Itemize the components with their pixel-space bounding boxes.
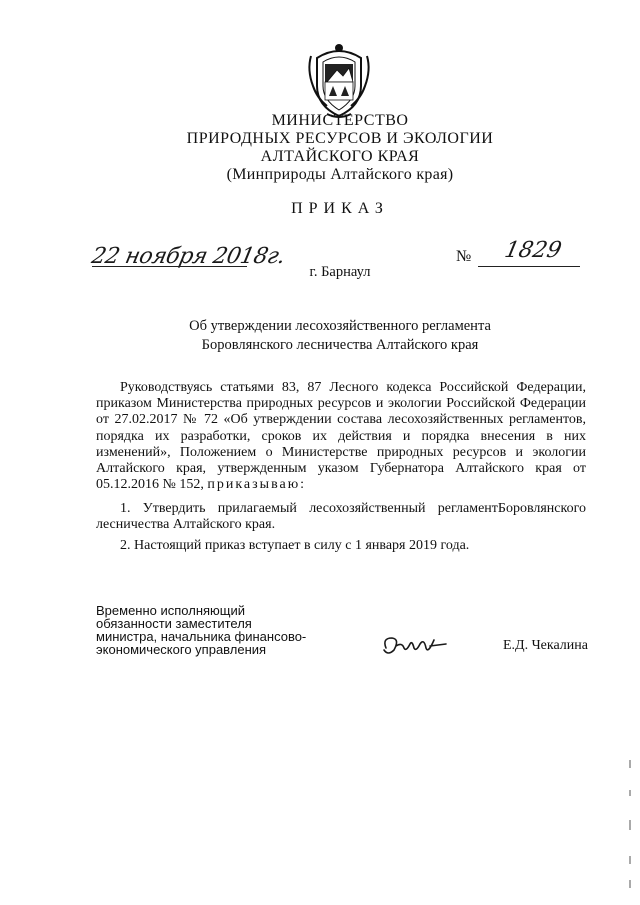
margin-scan-marks	[626, 760, 634, 890]
number-underline	[478, 266, 580, 267]
number-sign: №	[456, 248, 472, 265]
signer-position-line-3: министра, начальника финансово-	[96, 629, 307, 644]
preamble-text: Руководствуясь статьями 83, 87 Лесного кодекса Российской Федерации, приказом Министерства природных ресурсов и экологии Российской Федерации от 27.02.2017 № 72 «Об утверждении состава лесохозяйственных регламентов, порядка их разработки, сроков их действия и порядка внесения в них изменений», Положением о Министерстве природных ресурсов и экологии Алтайского края, утвержденным указом Губернатора Алтайского края от 05.12.2016 № 152,	[96, 380, 586, 493]
order-item-2: 2. Настоящий приказ вступает в силу с 1 января 2019 года.	[120, 538, 470, 553]
order-keyword: приказываю:	[207, 477, 307, 493]
ministry-short-name: (Минприроды Алтайского края)	[226, 166, 454, 183]
ministry-name-line-1: МИНИСТЕРСТВО	[271, 112, 409, 129]
signer-position-line-4: экономического управления	[96, 642, 267, 657]
order-item-1: 1. Утвердить прилагаемый лесохозяйственный регламентБоровлянского лесничества Алтайского края.	[96, 501, 586, 533]
coat-of-arms-emblem	[303, 40, 375, 120]
city-name: г. Барнаул	[309, 264, 371, 280]
handwritten-signature	[380, 630, 450, 660]
signer-position-line-2: обязанности заместителя	[96, 616, 252, 631]
order-number-handwritten: 1829	[502, 238, 564, 263]
signer-position	[96, 604, 336, 656]
ministry-name-line-3: АЛТАЙСКОГО КРАЯ	[260, 148, 420, 165]
preamble-paragraph	[96, 380, 586, 493]
signer-position-line-1: Временно исполняющий	[96, 603, 246, 618]
document-type-title: ПРИКАЗ	[291, 200, 389, 217]
order-date-handwritten: 22 ноября 2018г.	[89, 244, 288, 269]
ministry-name-line-2: ПРИРОДНЫХ РЕСУРСОВ И ЭКОЛОГИИ	[186, 130, 494, 147]
subject-line-1: Об утверждении лесохозяйственного регламента	[189, 318, 491, 334]
signer-name: Е.Д. Чекалина	[502, 638, 588, 653]
subject-line-2: Боровлянского лесничества Алтайского края	[201, 337, 479, 353]
